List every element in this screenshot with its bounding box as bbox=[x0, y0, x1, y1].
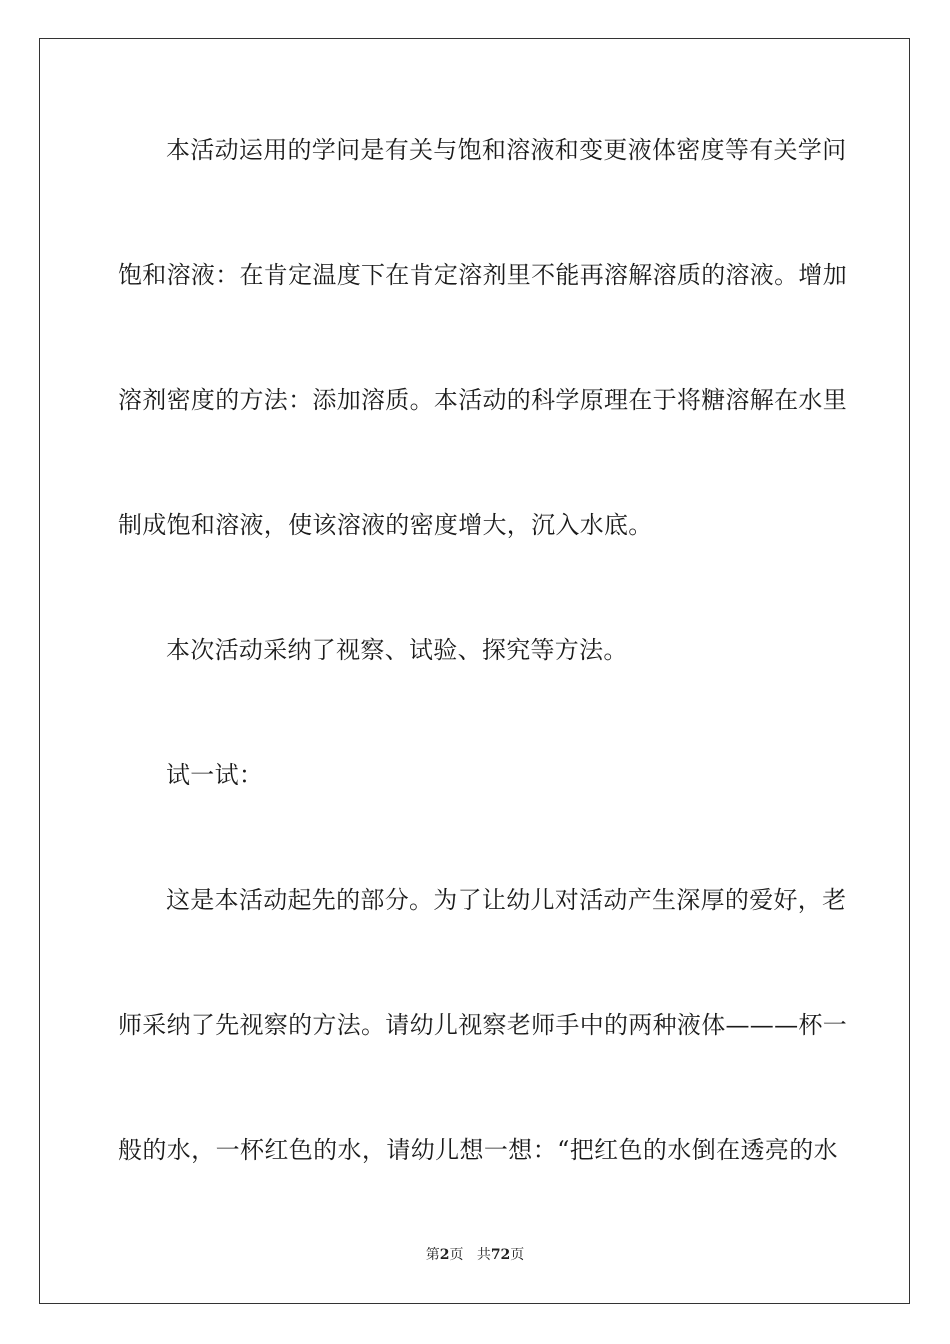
paragraph-line-9: 般的水，一杯红色的水，请幼儿想一想：“把红色的水倒在透亮的水 bbox=[118, 1136, 838, 1164]
footer-total-prefix: 共 bbox=[476, 1247, 491, 1263]
paragraph-line-7: 这是本活动起先的部分。为了让幼儿对活动产生深厚的爱好，老 bbox=[166, 886, 847, 914]
footer-page-suffix: 页 bbox=[449, 1247, 464, 1263]
footer-total-pages: 72 bbox=[490, 1247, 511, 1263]
paragraph-line-4: 制成饱和溶液，使该溶液的密度增大，沉入水底。 bbox=[118, 511, 653, 539]
footer-page-number: 2 bbox=[439, 1247, 450, 1263]
paragraph-line-1: 本活动运用的学问是有关与饱和溶液和变更液体密度等有关学问 bbox=[166, 136, 847, 164]
paragraph-line-3: 溶剂密度的方法：添加溶质。本活动的科学原理在于将糖溶解在水里 bbox=[118, 386, 847, 414]
page-border bbox=[39, 38, 910, 1304]
paragraph-line-2: 饱和溶液：在肯定温度下在肯定溶剂里不能再溶解溶质的溶液。增加 bbox=[118, 261, 847, 289]
footer-total-suffix: 页 bbox=[510, 1247, 525, 1263]
section-heading: 试一试： bbox=[166, 761, 264, 789]
paragraph-line-8: 师采纳了先视察的方法。请幼儿视察老师手中的两种液体———杯一 bbox=[118, 1011, 847, 1039]
page-footer bbox=[0, 1246, 950, 1264]
footer-page-prefix: 第 bbox=[425, 1247, 440, 1263]
paragraph-line-5: 本次活动采纳了视察、试验、探究等方法。 bbox=[166, 636, 628, 664]
